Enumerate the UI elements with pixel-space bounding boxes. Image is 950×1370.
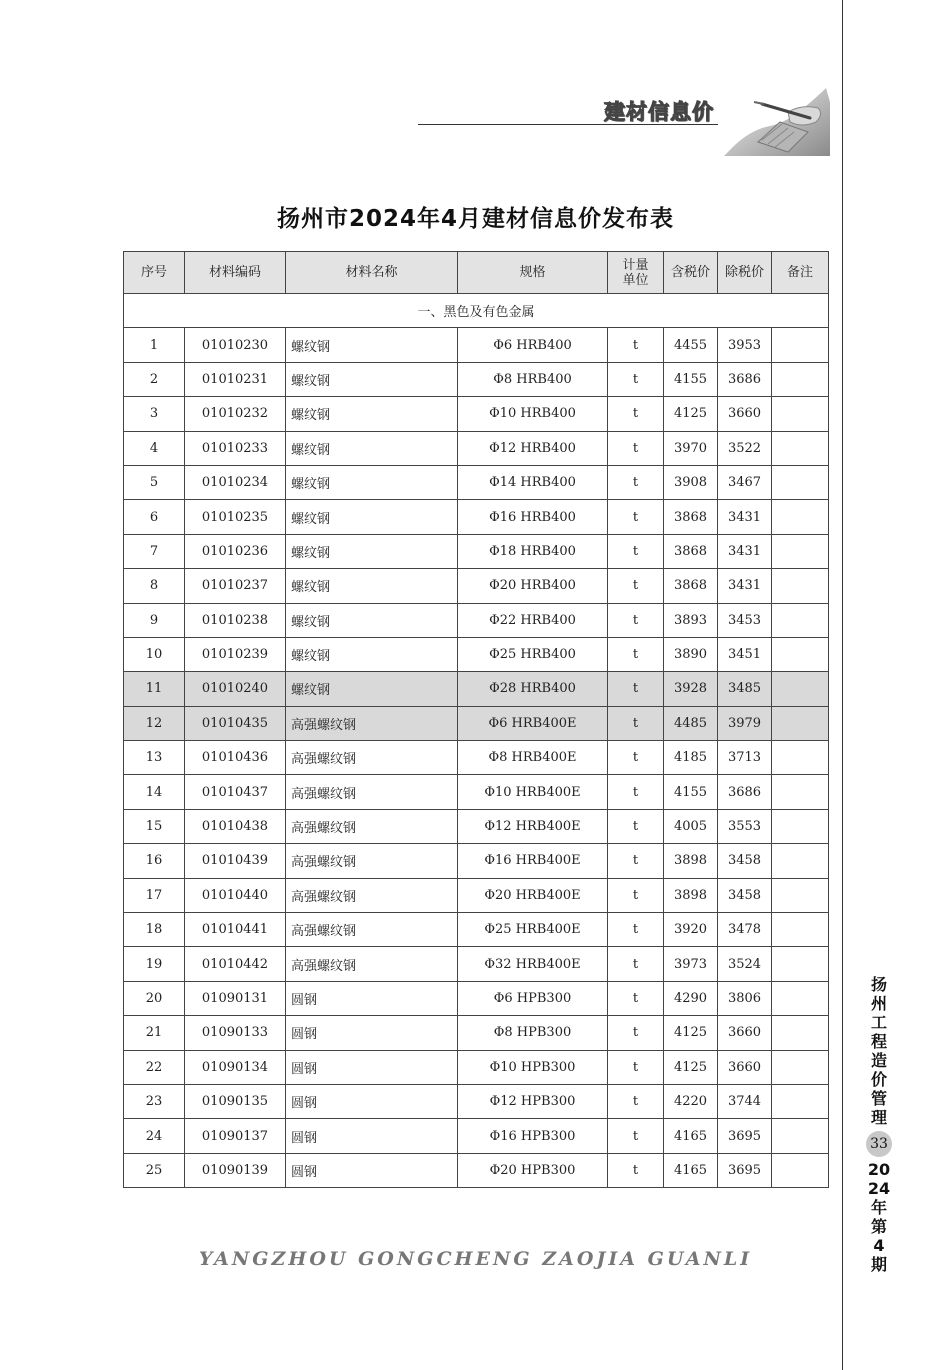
cell-code: 01010436 xyxy=(185,741,286,775)
sidebar-issue: 2024年第4期 xyxy=(867,1160,891,1274)
cell-unit: t xyxy=(608,672,664,706)
cell-spec: Φ10 HRB400 xyxy=(458,397,608,431)
cell-name: 螺纹钢 xyxy=(286,362,458,396)
cell-net-price: 3431 xyxy=(718,500,772,534)
cell-no: 10 xyxy=(124,637,185,671)
cell-unit: t xyxy=(608,431,664,465)
cell-no: 23 xyxy=(124,1084,185,1118)
cell-no: 22 xyxy=(124,1050,185,1084)
cell-unit: t xyxy=(608,809,664,843)
cell-note xyxy=(772,500,829,534)
cell-spec: Φ22 HRB400 xyxy=(458,603,608,637)
cell-net-price: 3553 xyxy=(718,809,772,843)
cell-note xyxy=(772,981,829,1015)
cell-tax-price: 4005 xyxy=(664,809,718,843)
cell-name: 螺纹钢 xyxy=(286,534,458,568)
col-header-no: 序号 xyxy=(124,252,185,294)
cell-tax-price: 3868 xyxy=(664,569,718,603)
cell-no: 13 xyxy=(124,741,185,775)
cell-name: 螺纹钢 xyxy=(286,672,458,706)
cell-no: 4 xyxy=(124,431,185,465)
cell-unit: t xyxy=(608,397,664,431)
cell-note xyxy=(772,878,829,912)
cell-no: 9 xyxy=(124,603,185,637)
cell-net-price: 3458 xyxy=(718,844,772,878)
cell-tax-price: 3908 xyxy=(664,465,718,499)
cell-net-price: 3478 xyxy=(718,913,772,947)
cell-unit: t xyxy=(608,1153,664,1187)
brand-header xyxy=(418,82,830,156)
cell-spec: Φ10 HPB300 xyxy=(458,1050,608,1084)
cell-unit: t xyxy=(608,1119,664,1153)
cell-name: 高强螺纹钢 xyxy=(286,947,458,981)
cell-no: 8 xyxy=(124,569,185,603)
cell-tax-price: 4165 xyxy=(664,1119,718,1153)
cell-no: 1 xyxy=(124,328,185,362)
cell-spec: Φ32 HRB400E xyxy=(458,947,608,981)
cell-note xyxy=(772,1119,829,1153)
cell-code: 01010240 xyxy=(185,672,286,706)
table-row xyxy=(124,431,829,465)
cell-net-price: 3660 xyxy=(718,1016,772,1050)
cell-net-price: 3458 xyxy=(718,878,772,912)
cell-unit: t xyxy=(608,878,664,912)
cell-code: 01010234 xyxy=(185,465,286,499)
cell-no: 15 xyxy=(124,809,185,843)
table-body xyxy=(124,294,829,1188)
cell-name: 高强螺纹钢 xyxy=(286,775,458,809)
cell-unit: t xyxy=(608,947,664,981)
cell-code: 01010230 xyxy=(185,328,286,362)
cell-no: 20 xyxy=(124,981,185,1015)
cell-unit: t xyxy=(608,500,664,534)
cell-tax-price: 3898 xyxy=(664,844,718,878)
cell-tax-price: 4125 xyxy=(664,1050,718,1084)
price-table xyxy=(123,251,829,1188)
table-row xyxy=(124,741,829,775)
table-row xyxy=(124,603,829,637)
cell-note xyxy=(772,741,829,775)
cell-spec: Φ16 HRB400 xyxy=(458,500,608,534)
cell-net-price: 3744 xyxy=(718,1084,772,1118)
table-row xyxy=(124,500,829,534)
cell-unit: t xyxy=(608,1084,664,1118)
table-row xyxy=(124,534,829,568)
col-header-note: 备注 xyxy=(772,252,829,294)
cell-no: 24 xyxy=(124,1119,185,1153)
cell-note xyxy=(772,844,829,878)
table-row xyxy=(124,362,829,396)
col-header-name: 材料名称 xyxy=(286,252,458,294)
cell-no: 14 xyxy=(124,775,185,809)
cell-net-price: 3485 xyxy=(718,672,772,706)
cell-note xyxy=(772,1050,829,1084)
cell-name: 螺纹钢 xyxy=(286,569,458,603)
cell-code: 01090131 xyxy=(185,981,286,1015)
table-row xyxy=(124,1119,829,1153)
cell-spec: Φ25 HRB400E xyxy=(458,913,608,947)
cell-code: 01010439 xyxy=(185,844,286,878)
cell-spec: Φ20 HPB300 xyxy=(458,1153,608,1187)
cell-tax-price: 3868 xyxy=(664,500,718,534)
cell-name: 螺纹钢 xyxy=(286,431,458,465)
section-row xyxy=(124,294,829,328)
cell-code: 01090139 xyxy=(185,1153,286,1187)
cell-code: 01090133 xyxy=(185,1016,286,1050)
cell-code: 01010233 xyxy=(185,431,286,465)
cell-spec: Φ12 HPB300 xyxy=(458,1084,608,1118)
cell-net-price: 3660 xyxy=(718,1050,772,1084)
cell-unit: t xyxy=(608,1016,664,1050)
cell-tax-price: 4155 xyxy=(664,775,718,809)
cell-net-price: 3451 xyxy=(718,637,772,671)
cell-name: 螺纹钢 xyxy=(286,637,458,671)
cell-note xyxy=(772,637,829,671)
cell-name: 圆钢 xyxy=(286,1084,458,1118)
cell-net-price: 3953 xyxy=(718,328,772,362)
cell-note xyxy=(772,362,829,396)
page-title: 扬州市2024年4月建材信息价发布表 xyxy=(276,206,675,232)
cell-name: 高强螺纹钢 xyxy=(286,844,458,878)
cell-tax-price: 4455 xyxy=(664,328,718,362)
cell-no: 12 xyxy=(124,706,185,740)
cell-name: 螺纹钢 xyxy=(286,397,458,431)
cell-code: 01010236 xyxy=(185,534,286,568)
col-header-tax-price: 含税价 xyxy=(664,252,718,294)
cell-spec: Φ10 HRB400E xyxy=(458,775,608,809)
cell-net-price: 3431 xyxy=(718,534,772,568)
cell-no: 7 xyxy=(124,534,185,568)
cell-name: 高强螺纹钢 xyxy=(286,878,458,912)
table-row xyxy=(124,706,829,740)
footer-magazine-english: YANGZHOU GONGCHENG ZAOJIA GUANLI xyxy=(198,1248,753,1270)
cell-unit: t xyxy=(608,844,664,878)
cell-note xyxy=(772,328,829,362)
table-row xyxy=(124,465,829,499)
cell-code: 01010440 xyxy=(185,878,286,912)
cell-unit: t xyxy=(608,913,664,947)
hand-with-pen-icon xyxy=(718,82,830,156)
cell-no: 2 xyxy=(124,362,185,396)
cell-net-price: 3713 xyxy=(718,741,772,775)
table-header-row xyxy=(124,252,829,294)
cell-unit: t xyxy=(608,603,664,637)
cell-tax-price: 4125 xyxy=(664,397,718,431)
cell-name: 高强螺纹钢 xyxy=(286,809,458,843)
cell-tax-price: 4165 xyxy=(664,1153,718,1187)
cell-code: 01010435 xyxy=(185,706,286,740)
cell-name: 高强螺纹钢 xyxy=(286,706,458,740)
cell-spec: Φ6 HRB400 xyxy=(458,328,608,362)
cell-net-price: 3524 xyxy=(718,947,772,981)
cell-unit: t xyxy=(608,328,664,362)
cell-no: 25 xyxy=(124,1153,185,1187)
cell-tax-price: 3920 xyxy=(664,913,718,947)
cell-spec: Φ8 HRB400 xyxy=(458,362,608,396)
cell-spec: Φ20 HRB400E xyxy=(458,878,608,912)
cell-code: 01090135 xyxy=(185,1084,286,1118)
cell-name: 圆钢 xyxy=(286,1050,458,1084)
cell-spec: Φ28 HRB400 xyxy=(458,672,608,706)
cell-net-price: 3979 xyxy=(718,706,772,740)
cell-name: 圆钢 xyxy=(286,1153,458,1187)
cell-spec: Φ16 HPB300 xyxy=(458,1119,608,1153)
cell-name: 高强螺纹钢 xyxy=(286,913,458,947)
cell-tax-price: 3898 xyxy=(664,878,718,912)
cell-tax-price: 4290 xyxy=(664,981,718,1015)
cell-unit: t xyxy=(608,706,664,740)
cell-tax-price: 4185 xyxy=(664,741,718,775)
cell-name: 圆钢 xyxy=(286,981,458,1015)
table-row xyxy=(124,878,829,912)
col-header-unit xyxy=(608,252,664,294)
cell-unit: t xyxy=(608,465,664,499)
cell-tax-price: 3970 xyxy=(664,431,718,465)
cell-net-price: 3695 xyxy=(718,1153,772,1187)
cell-no: 11 xyxy=(124,672,185,706)
cell-code: 01010232 xyxy=(185,397,286,431)
cell-spec: Φ8 HRB400E xyxy=(458,741,608,775)
table-row xyxy=(124,913,829,947)
cell-net-price: 3686 xyxy=(718,362,772,396)
cell-note xyxy=(772,672,829,706)
col-header-code: 材料编码 xyxy=(185,252,286,294)
cell-no: 19 xyxy=(124,947,185,981)
cell-name: 螺纹钢 xyxy=(286,465,458,499)
cell-note xyxy=(772,534,829,568)
table-row xyxy=(124,947,829,981)
table-row xyxy=(124,1050,829,1084)
cell-name: 圆钢 xyxy=(286,1119,458,1153)
right-margin-rule xyxy=(842,0,843,1370)
cell-no: 5 xyxy=(124,465,185,499)
table-row xyxy=(124,1016,829,1050)
cell-tax-price: 3928 xyxy=(664,672,718,706)
cell-unit: t xyxy=(608,741,664,775)
cell-net-price: 3695 xyxy=(718,1119,772,1153)
cell-code: 01010441 xyxy=(185,913,286,947)
cell-code: 01090137 xyxy=(185,1119,286,1153)
brand-title: 建材信息价 xyxy=(604,100,714,124)
section-title: 一、黑色及有色金属 xyxy=(124,294,829,328)
cell-note xyxy=(772,947,829,981)
cell-note xyxy=(772,1016,829,1050)
cell-spec: Φ12 HRB400 xyxy=(458,431,608,465)
cell-unit: t xyxy=(608,569,664,603)
col-header-net-price: 除税价 xyxy=(718,252,772,294)
cell-no: 6 xyxy=(124,500,185,534)
cell-code: 01010235 xyxy=(185,500,286,534)
cell-net-price: 3660 xyxy=(718,397,772,431)
cell-note xyxy=(772,706,829,740)
cell-note xyxy=(772,1153,829,1187)
cell-note xyxy=(772,1084,829,1118)
cell-code: 01010231 xyxy=(185,362,286,396)
cell-name: 高强螺纹钢 xyxy=(286,741,458,775)
cell-code: 01010442 xyxy=(185,947,286,981)
cell-net-price: 3431 xyxy=(718,569,772,603)
cell-net-price: 3806 xyxy=(718,981,772,1015)
cell-unit: t xyxy=(608,362,664,396)
cell-tax-price: 4125 xyxy=(664,1016,718,1050)
sidebar-magazine-name: 扬州工程造价管理 xyxy=(870,975,887,1127)
cell-spec: Φ20 HRB400 xyxy=(458,569,608,603)
table-row xyxy=(124,981,829,1015)
cell-unit: t xyxy=(608,775,664,809)
cell-no: 18 xyxy=(124,913,185,947)
table-row xyxy=(124,1084,829,1118)
cell-code: 01010238 xyxy=(185,603,286,637)
cell-tax-price: 4155 xyxy=(664,362,718,396)
table-row xyxy=(124,775,829,809)
cell-note xyxy=(772,397,829,431)
cell-name: 螺纹钢 xyxy=(286,328,458,362)
cell-net-price: 3686 xyxy=(718,775,772,809)
col-header-unit-label: 计量单位 xyxy=(622,257,649,288)
cell-code: 01010239 xyxy=(185,637,286,671)
cell-unit: t xyxy=(608,534,664,568)
cell-net-price: 3522 xyxy=(718,431,772,465)
table-row xyxy=(124,637,829,671)
cell-spec: Φ18 HRB400 xyxy=(458,534,608,568)
cell-note xyxy=(772,569,829,603)
cell-code: 01090134 xyxy=(185,1050,286,1084)
cell-spec: Φ16 HRB400E xyxy=(458,844,608,878)
cell-tax-price: 3868 xyxy=(664,534,718,568)
cell-spec: Φ8 HPB300 xyxy=(458,1016,608,1050)
table-row xyxy=(124,844,829,878)
cell-spec: Φ25 HRB400 xyxy=(458,637,608,671)
page-number-badge: 33 xyxy=(866,1131,892,1157)
cell-net-price: 3467 xyxy=(718,465,772,499)
cell-name: 圆钢 xyxy=(286,1016,458,1050)
cell-tax-price: 3893 xyxy=(664,603,718,637)
table-row xyxy=(124,397,829,431)
cell-note xyxy=(772,603,829,637)
cell-note xyxy=(772,913,829,947)
cell-code: 01010438 xyxy=(185,809,286,843)
cell-tax-price: 3890 xyxy=(664,637,718,671)
cell-note xyxy=(772,809,829,843)
cell-no: 21 xyxy=(124,1016,185,1050)
cell-name: 螺纹钢 xyxy=(286,603,458,637)
cell-unit: t xyxy=(608,1050,664,1084)
cell-code: 01010237 xyxy=(185,569,286,603)
cell-name: 螺纹钢 xyxy=(286,500,458,534)
cell-tax-price: 4220 xyxy=(664,1084,718,1118)
cell-spec: Φ14 HRB400 xyxy=(458,465,608,499)
table-row xyxy=(124,328,829,362)
cell-unit: t xyxy=(608,981,664,1015)
cell-spec: Φ12 HRB400E xyxy=(458,809,608,843)
cell-net-price: 3453 xyxy=(718,603,772,637)
table-row xyxy=(124,1153,829,1187)
cell-note xyxy=(772,465,829,499)
cell-note xyxy=(772,431,829,465)
table-row xyxy=(124,809,829,843)
cell-unit: t xyxy=(608,637,664,671)
table-row xyxy=(124,569,829,603)
cell-tax-price: 3973 xyxy=(664,947,718,981)
cell-spec: Φ6 HPB300 xyxy=(458,981,608,1015)
cell-no: 3 xyxy=(124,397,185,431)
col-header-spec: 规格 xyxy=(458,252,608,294)
cell-spec: Φ6 HRB400E xyxy=(458,706,608,740)
table-row xyxy=(124,672,829,706)
cell-no: 16 xyxy=(124,844,185,878)
cell-no: 17 xyxy=(124,878,185,912)
cell-note xyxy=(772,775,829,809)
cell-code: 01010437 xyxy=(185,775,286,809)
cell-tax-price: 4485 xyxy=(664,706,718,740)
